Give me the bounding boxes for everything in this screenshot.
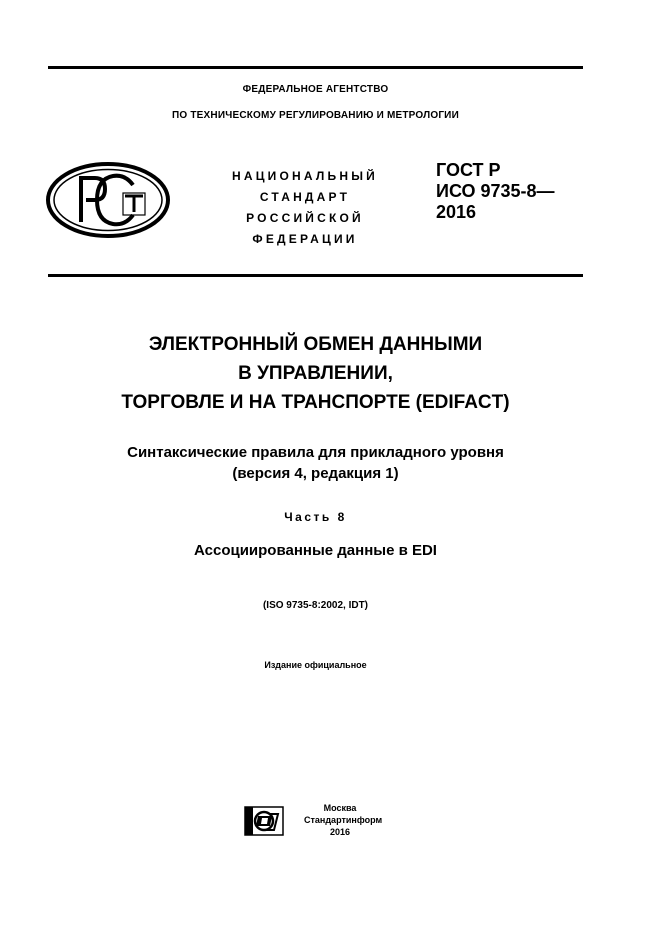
document-subtitle <box>48 442 583 484</box>
imprint-year: 2016 <box>329 827 351 837</box>
top-divider <box>48 66 583 69</box>
iso-reference: (ISO 9735-8:2002, IDT) <box>262 600 369 611</box>
imprint-city: Москва <box>323 803 357 813</box>
title-line3: ТОРГОВЛЕ И НА ТРАНСПОРТЕ (EDIFACT) <box>121 392 510 413</box>
standartinform-logo-icon <box>244 806 284 836</box>
imprint-publisher: Стандартинформ <box>304 815 383 825</box>
imprint <box>304 802 383 838</box>
standard-type-line2: СТАНДАРТ <box>259 190 351 204</box>
standard-type-line1: НАЦИОНАЛЬНЫЙ <box>231 169 379 183</box>
standard-designation <box>436 160 555 223</box>
gost-r-logo-icon <box>45 160 171 240</box>
designation-line2: ИСО 9735-8— <box>436 181 555 201</box>
part-title: Ассоциированные данные в EDI <box>194 542 437 559</box>
title-line1: ЭЛЕКТРОННЫЙ ОБМЕН ДАННЫМИ <box>148 334 483 355</box>
standard-type-line3: РОССИЙСКОЙ <box>246 211 364 225</box>
subtitle-line2: (версия 4, редакция 1) <box>232 465 399 482</box>
edition-note: Издание официальное <box>264 660 367 670</box>
part-label: Часть 8 <box>284 510 347 524</box>
agency-name-line1: ФЕДЕРАЛЬНОЕ АГЕНТСТВО <box>242 84 389 95</box>
designation-line1: ГОСТ Р <box>436 160 501 180</box>
standard-type <box>210 166 400 250</box>
title-line2: В УПРАВЛЕНИИ, <box>238 363 393 384</box>
standard-type-line4: ФЕДЕРАЦИИ <box>252 232 358 246</box>
subtitle-line1: Синтаксические правила для прикладного уровня <box>127 444 504 461</box>
agency-name-line2: ПО ТЕХНИЧЕСКОМУ РЕГУЛИРОВАНИЮ И МЕТРОЛОГИИ <box>172 110 459 121</box>
middle-divider <box>48 274 583 277</box>
designation-line3: 2016 <box>436 202 477 222</box>
document-title <box>48 330 583 417</box>
